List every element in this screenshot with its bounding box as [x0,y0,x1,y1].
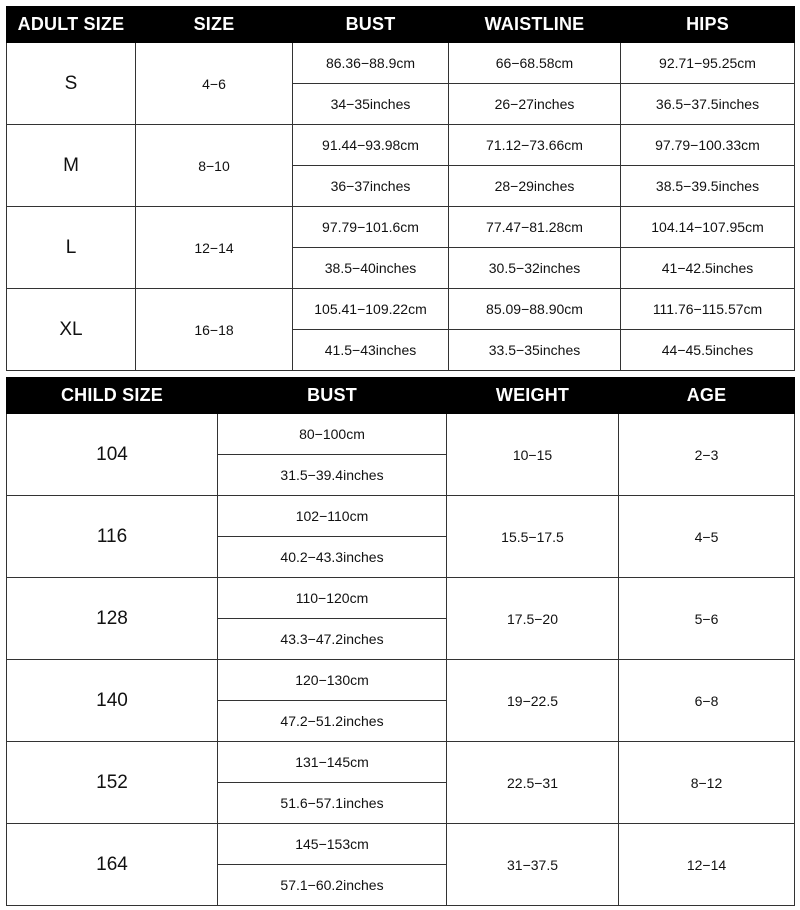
weight: 19−22.5 [447,660,619,742]
bust-cm: 131−145cm [218,742,447,783]
age: 12−14 [619,824,795,906]
table-row [7,660,795,701]
child-size-label: 116 [7,496,218,578]
table-row [7,824,795,865]
child-header-row [7,378,795,414]
weight: 17.5−20 [447,578,619,660]
waist-cm: 66−68.58cm [449,43,621,84]
adult-size-label: S [7,43,136,125]
table-row [7,742,795,783]
header-bust: BUST [218,378,447,414]
bust-cm: 145−153cm [218,824,447,865]
weight: 31−37.5 [447,824,619,906]
table-row [7,496,795,537]
header-child-size: CHILD SIZE [7,378,218,414]
child-size-table [6,377,795,906]
adult-size-label: M [7,125,136,207]
header-weight: WEIGHT [447,378,619,414]
hips-cm: 97.79−100.33cm [621,125,795,166]
waist-inches: 26−27inches [449,84,621,125]
bust-inches: 38.5−40inches [293,248,449,289]
header-bust: BUST [293,7,449,43]
hips-inches: 41−42.5inches [621,248,795,289]
header-size: SIZE [136,7,293,43]
age: 2−3 [619,414,795,496]
bust-inches: 40.2−43.3inches [218,537,447,578]
age: 8−12 [619,742,795,824]
hips-cm: 104.14−107.95cm [621,207,795,248]
adult-size-table [6,6,795,371]
header-adult-size: ADULT SIZE [7,7,136,43]
table-row [7,289,795,330]
bust-inches: 31.5−39.4inches [218,455,447,496]
hips-inches: 38.5−39.5inches [621,166,795,207]
bust-cm: 97.79−101.6cm [293,207,449,248]
child-size-label: 128 [7,578,218,660]
adult-size-range: 4−6 [136,43,293,125]
weight: 22.5−31 [447,742,619,824]
bust-inches: 36−37inches [293,166,449,207]
hips-inches: 36.5−37.5inches [621,84,795,125]
bust-cm: 110−120cm [218,578,447,619]
child-size-label: 104 [7,414,218,496]
weight: 10−15 [447,414,619,496]
child-size-label: 152 [7,742,218,824]
bust-inches: 41.5−43inches [293,330,449,371]
bust-inches: 34−35inches [293,84,449,125]
waist-cm: 85.09−88.90cm [449,289,621,330]
bust-inches: 43.3−47.2inches [218,619,447,660]
table-row [7,43,795,84]
waist-inches: 30.5−32inches [449,248,621,289]
table-row [7,207,795,248]
bust-cm: 80−100cm [218,414,447,455]
bust-cm: 120−130cm [218,660,447,701]
bust-cm: 105.41−109.22cm [293,289,449,330]
adult-size-range: 8−10 [136,125,293,207]
waist-cm: 77.47−81.28cm [449,207,621,248]
header-age: AGE [619,378,795,414]
age: 4−5 [619,496,795,578]
child-size-label: 164 [7,824,218,906]
adult-size-label: XL [7,289,136,371]
child-size-label: 140 [7,660,218,742]
waist-inches: 28−29inches [449,166,621,207]
weight: 15.5−17.5 [447,496,619,578]
bust-cm: 102−110cm [218,496,447,537]
table-row [7,414,795,455]
age: 6−8 [619,660,795,742]
adult-size-range: 12−14 [136,207,293,289]
bust-cm: 86.36−88.9cm [293,43,449,84]
header-hips: HIPS [621,7,795,43]
adult-header-row [7,7,795,43]
header-waistline: WAISTLINE [449,7,621,43]
bust-inches: 51.6−57.1inches [218,783,447,824]
bust-cm: 91.44−93.98cm [293,125,449,166]
waist-inches: 33.5−35inches [449,330,621,371]
age: 5−6 [619,578,795,660]
adult-size-label: L [7,207,136,289]
adult-size-range: 16−18 [136,289,293,371]
hips-inches: 44−45.5inches [621,330,795,371]
waist-cm: 71.12−73.66cm [449,125,621,166]
hips-cm: 111.76−115.57cm [621,289,795,330]
bust-inches: 47.2−51.2inches [218,701,447,742]
bust-inches: 57.1−60.2inches [218,865,447,906]
table-row [7,578,795,619]
table-row [7,125,795,166]
hips-cm: 92.71−95.25cm [621,43,795,84]
